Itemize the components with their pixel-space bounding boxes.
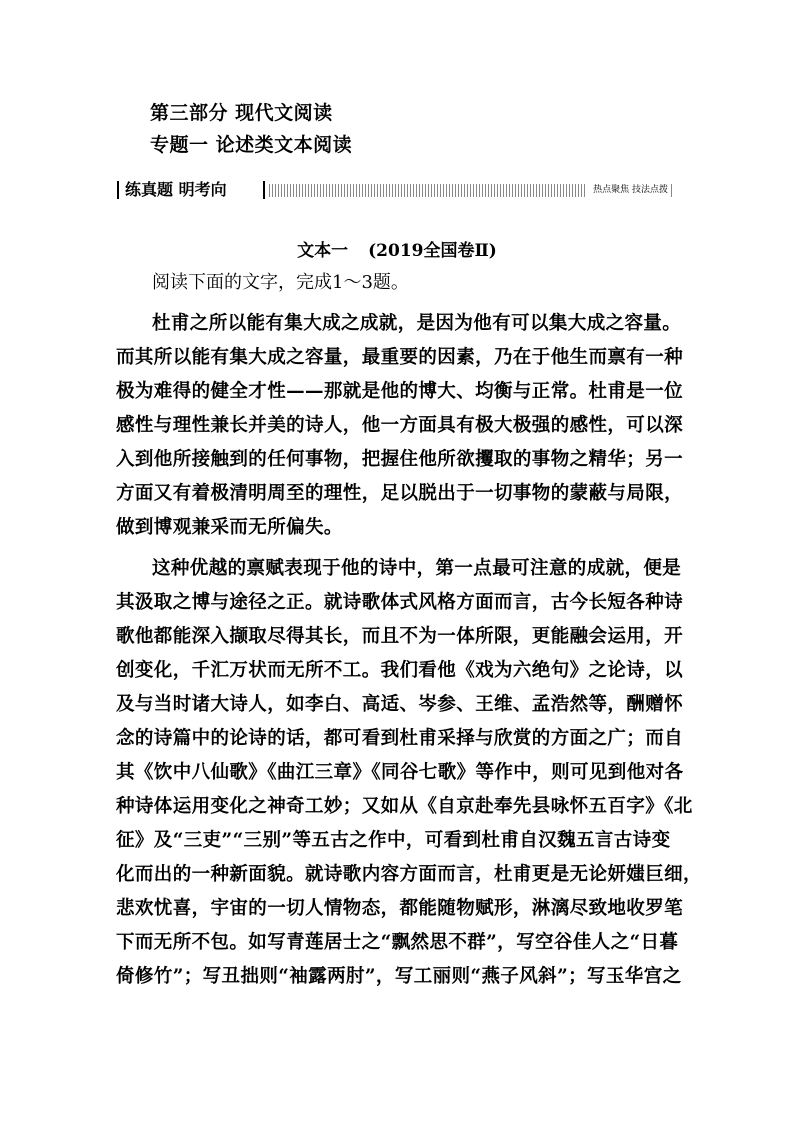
text-line: 感性与理性兼长并美的诗人，他一方面具有极大极强的感性，可以深 (116, 415, 684, 436)
text-line: 创变化，千汇万状而无所不工。我们看他《戏为六绝句》之论诗，以 (116, 660, 684, 681)
text-line: 歌他都能深入撷取尽得其长，而且不为一体所限，更能融会运用，开 (116, 626, 684, 647)
text-line: 做到博观兼采而无所偏失。 (116, 517, 343, 538)
text-line: 极为难得的健全才性——那就是他的博大、均衡与正常。杜甫是一位 (116, 381, 684, 402)
instruction: 阅读下面的文字，完成1～3题。 (152, 272, 409, 293)
section-banner (117, 181, 672, 201)
text-line: 入到他所接触到的任何事物，把握住他所欲攫取的事物之精华；另一 (116, 449, 684, 470)
text-line: 其《饮中八仙歌》《曲江三章》《同谷七歌》等作中，则可见到他对各 (116, 762, 684, 783)
article-body (116, 307, 702, 994)
text-line: 而其所以能有集大成之容量，最重要的因素，乃在于他生而禀有一种 (116, 347, 684, 368)
text-line: 杜甫之所以能有集大成之成就，是因为他有可以集大成之容量。 (152, 313, 682, 334)
text-line: 方面又有着极清明周至的理性，足以脱出于一切事物的蒙蔽与局限， (116, 483, 684, 504)
text-line: 种诗体运用变化之神奇工妙；又如从《自京赴奉先县咏怀五百字》《北 (116, 796, 693, 817)
part-heading: 第三部分 现代文阅读 (150, 102, 333, 124)
text-line: 念的诗篇中的论诗的话，都可看到杜甫采择与欣赏的方面之广；而自 (116, 728, 684, 749)
text-line: 及与当时诸大诗人，如李白、高适、岑参、王维、孟浩然等，酬赠怀 (116, 694, 684, 715)
text-title-source: (2019全国卷Ⅱ) (368, 241, 497, 261)
text-line: 这种优越的禀赋表现于他的诗中，第一点最可注意的成就，便是 (152, 558, 682, 579)
text-line: 下而无所不包。如写青莲居士之“飘然思不群”，写空谷佳人之“日暮 (116, 932, 679, 953)
text-line: 化而出的一种新面貌。就诗歌内容方面而言，杜甫更是无论妍媸巨细， (116, 864, 702, 885)
banner-label: 练真题 明考向 (117, 181, 265, 199)
text-line: 其汲取之博与途径之正。就诗歌体式风格方面而言，古今长短各种诗 (116, 592, 684, 613)
text-title-name: 文本一 (297, 241, 349, 261)
text-title (0, 236, 794, 261)
topic-heading: 专题一 论述类文本阅读 (150, 134, 353, 156)
text-line: 征》及“三吏”“三别”等五古之作中，可看到杜甫自汉魏五言古诗变 (116, 830, 671, 851)
text-line: 倚修竹”；写丑拙则“袖露两肘”，写工丽则“燕子风斜”；写玉华宫之 (116, 966, 682, 987)
banner-tagline: 热点聚焦 技法点拨 (587, 184, 670, 197)
text-line: 悲欢忧喜，宇宙的一切人情物态，都能随物赋形，淋漓尽致地收罗笔 (116, 898, 684, 919)
